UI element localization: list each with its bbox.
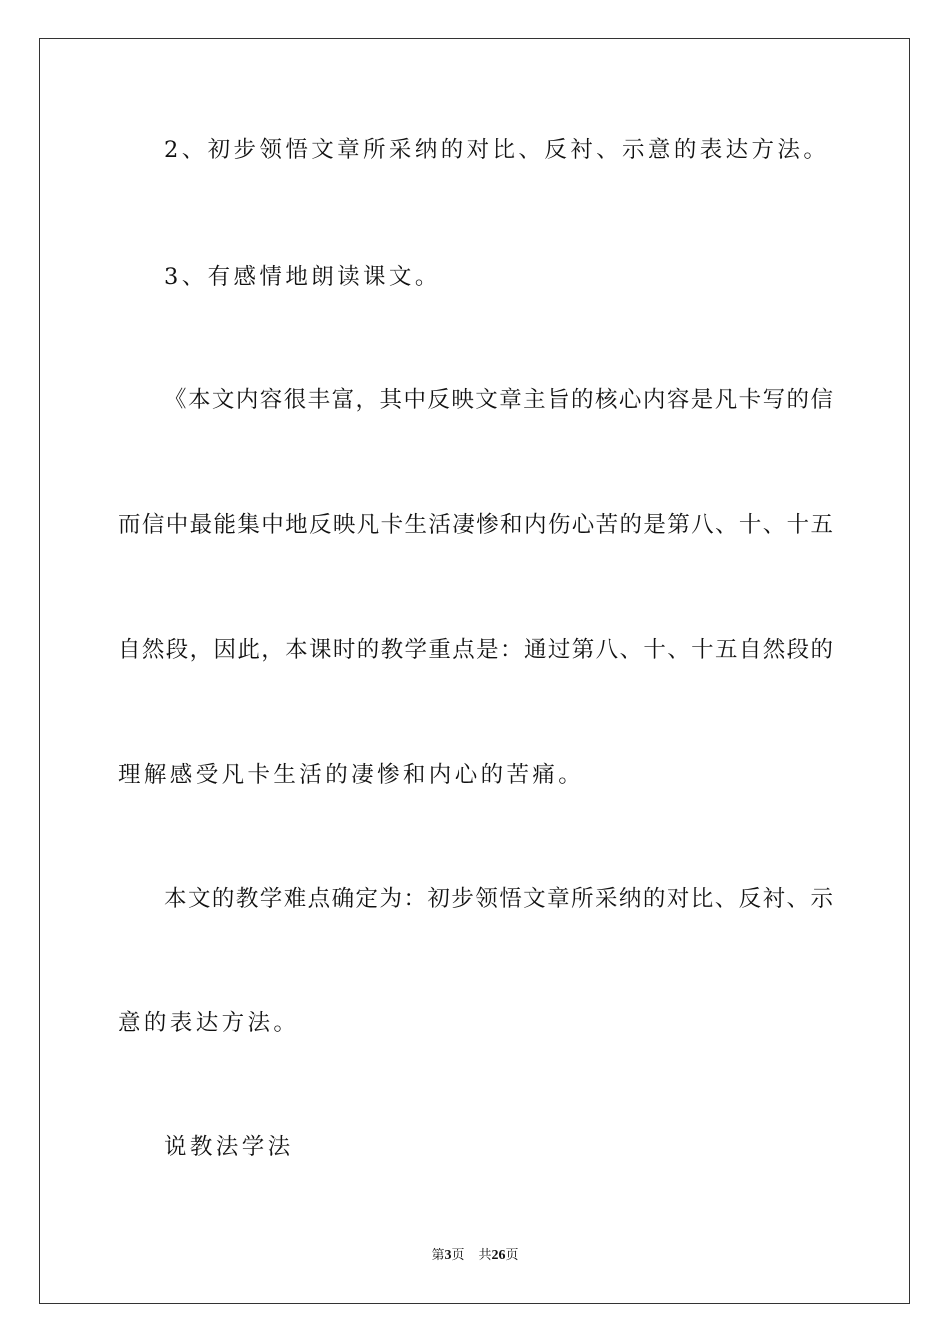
paragraph-key-point-line-2: 而信中最能集中地反映凡卡生活凄惨和内伤心苦的是第八、十、十五 [118,512,833,538]
page-border [39,38,910,1304]
section-heading-teaching-methods: 说教法学法 [164,1134,294,1160]
footer-total-suffix: 页 [505,1248,519,1263]
paragraph-key-point-line-1: 《本文内容很丰富，其中反映文章主旨的核心内容是凡卡写的信 [164,387,833,413]
paragraph-difficulty-line-2: 意的表达方法。 [118,1010,300,1036]
footer-page-number: 3 [444,1248,452,1263]
footer-page-prefix: 第 [431,1248,445,1263]
footer-total-pages: 26 [491,1248,506,1263]
paragraph-difficulty-line-1: 本文的教学难点确定为：初步领悟文章所采纳的对比、反衬、示 [164,886,833,912]
footer-page-suffix: 页 [451,1248,465,1263]
paragraph-key-point-line-3: 自然段，因此，本课时的教学重点是：通过第八、十、十五自然段的 [118,637,833,663]
paragraph-key-point-line-4: 理解感受凡卡生活的凄惨和内心的苦痛。 [118,762,585,788]
page-footer [0,1244,950,1264]
footer-total-prefix: 共 [478,1248,492,1263]
paragraph-objective-2: 2、初步领悟文章所采纳的对比、反衬、示意的表达方法。 [164,137,830,163]
paragraph-objective-3: 3、有感情地朗读课文。 [164,264,441,290]
